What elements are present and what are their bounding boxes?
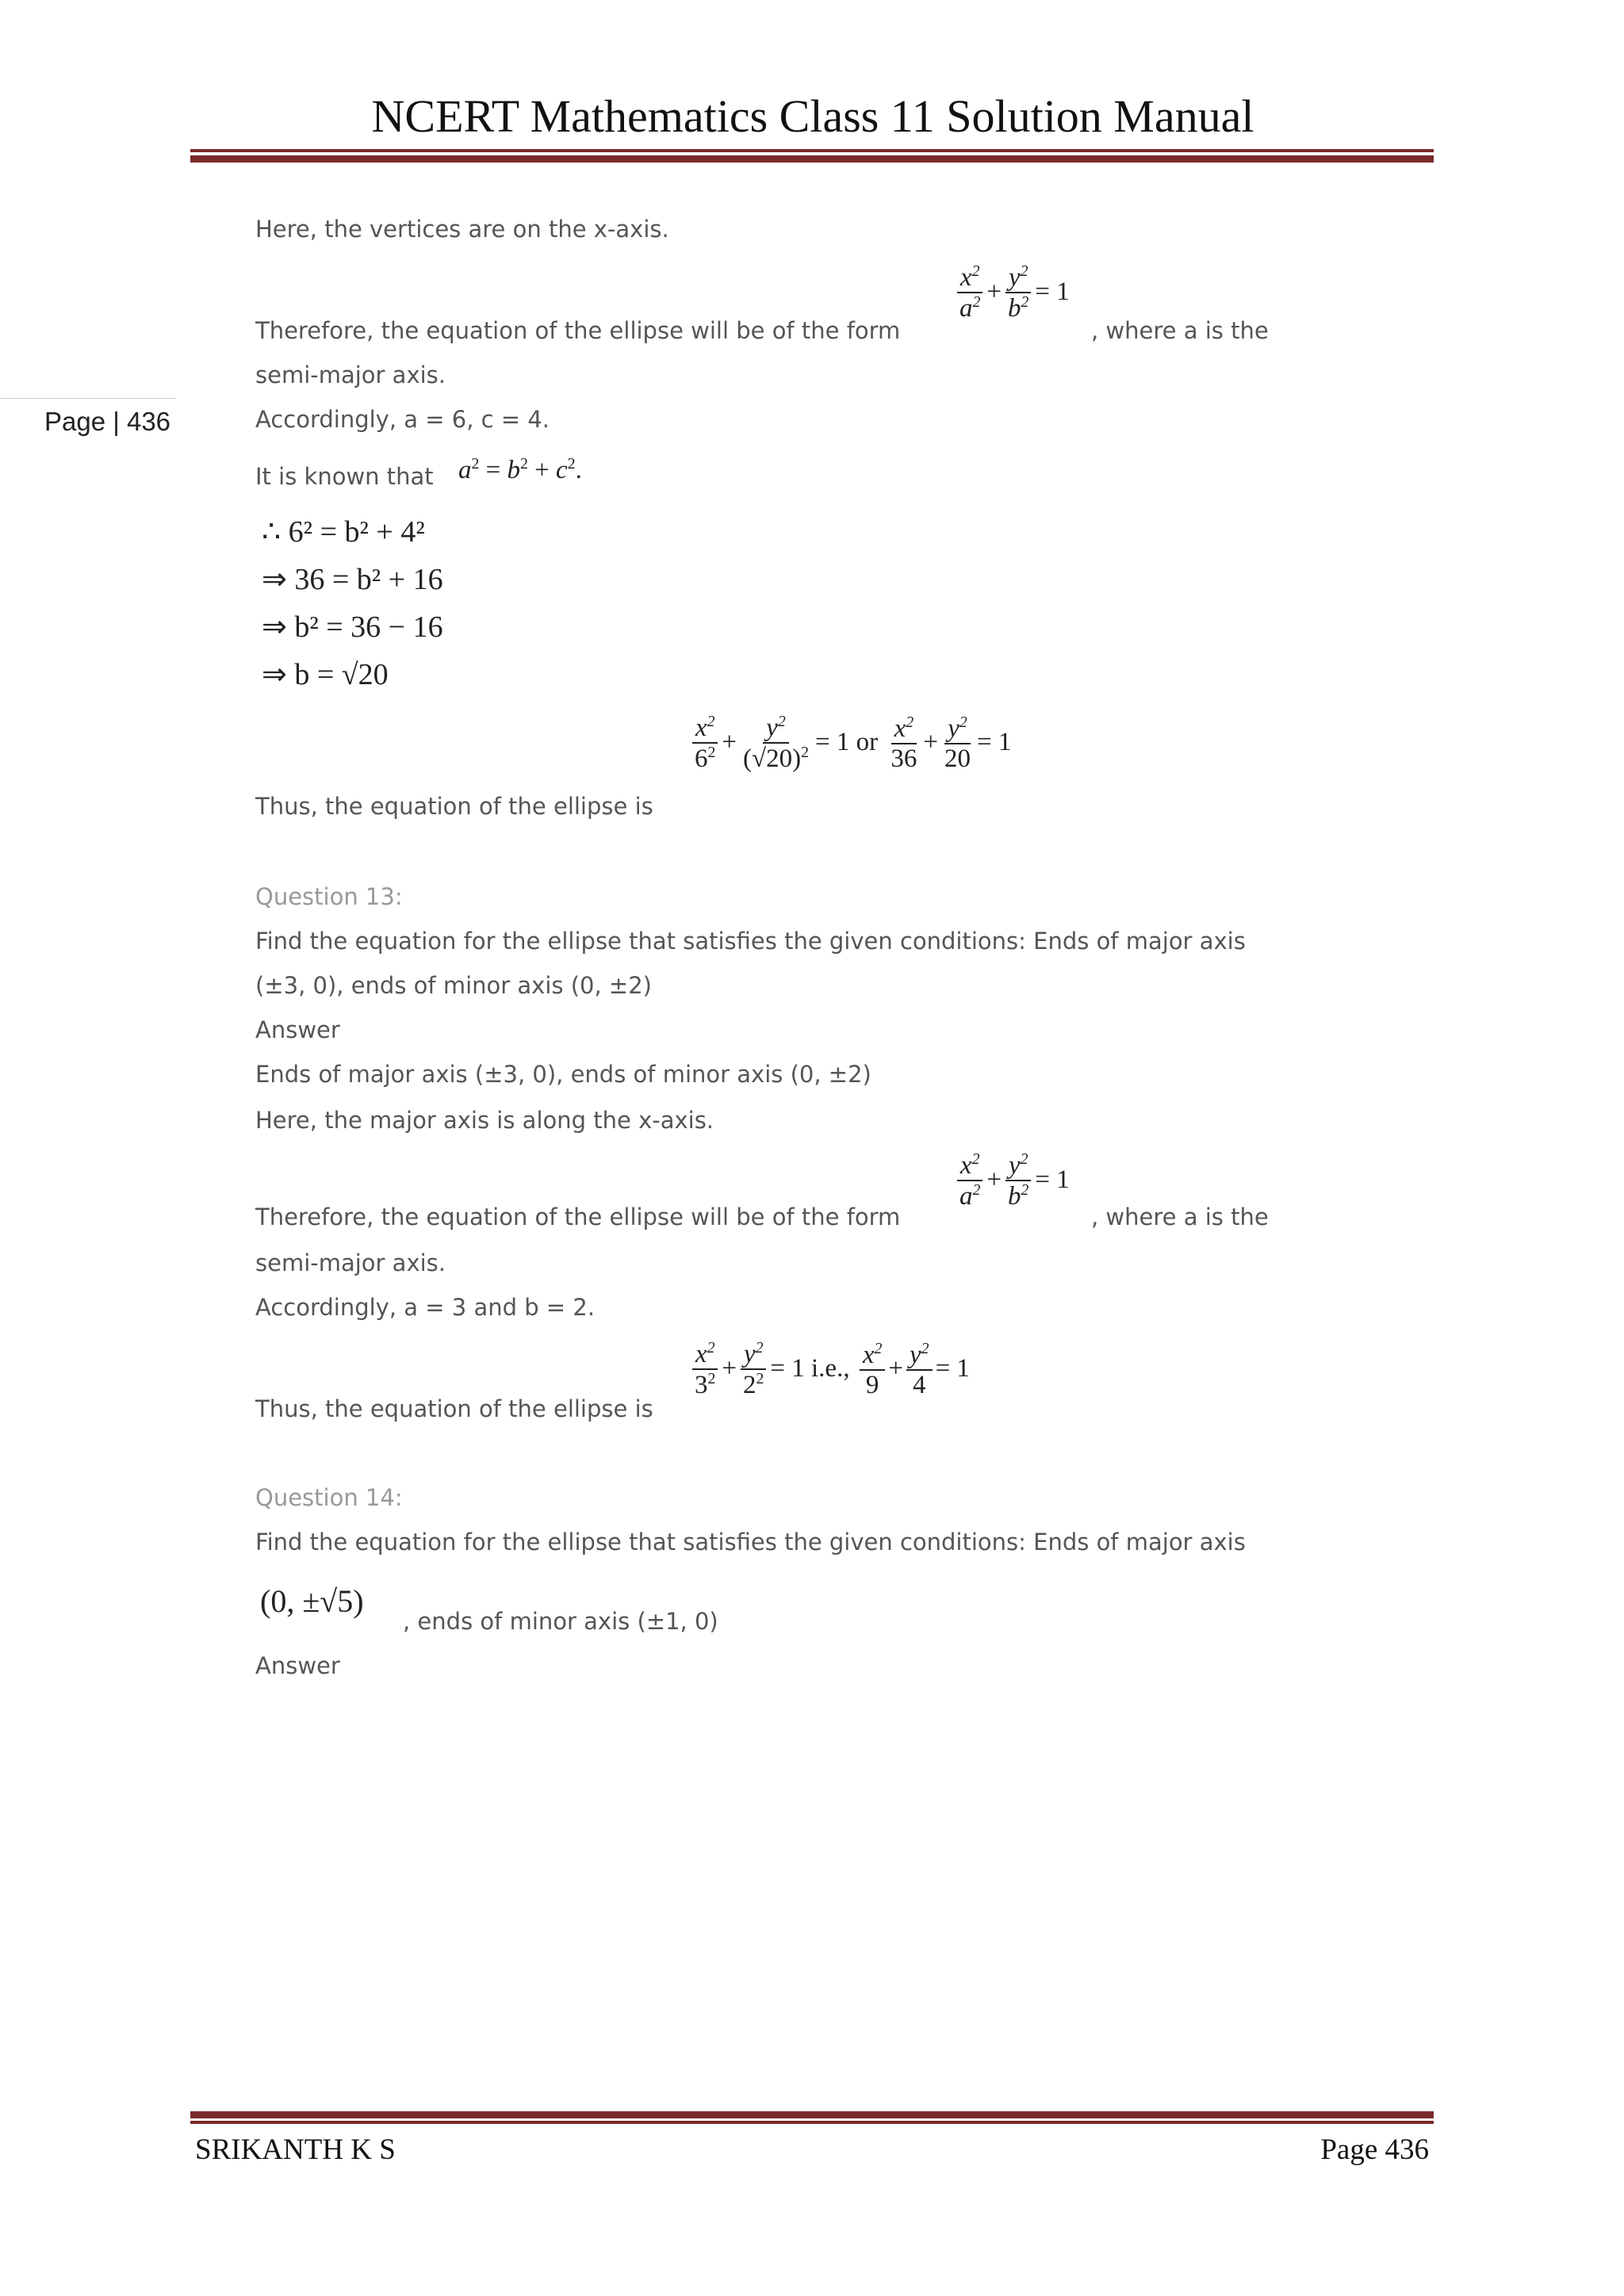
page-title: NCERT Mathematics Class 11 Solution Manual <box>371 90 1254 142</box>
question-14-text: Find the equation for the ellipse that satisfies the given conditions: Ends of major axis <box>255 1529 1246 1556</box>
ellipse-standard-form: $\frac{x^2}{a^2}$ + $\frac{y^2}{b^2}$ = 1 <box>953 1151 1070 1212</box>
ellipse-equation-q12: $\frac{x^2}{6^2}$ + $\frac{y^2}{(√20)^2}$ = 1 or $\frac{x^2}{36}$ + $\frac{y^2}{20}$ = 1 <box>688 714 1011 775</box>
question-13-text: Find the equation for the ellipse that satisfies the given conditions: Ends of major axis <box>255 928 1246 955</box>
text-line: , where a is the <box>1091 317 1269 344</box>
text-line: It is known that <box>255 463 434 490</box>
text-line: Ends of major axis (±3, 0), ends of minor axis (0, ±2) <box>255 1061 871 1088</box>
text-line: , where a is the <box>1091 1203 1269 1230</box>
side-divider <box>0 398 176 399</box>
footer-rule-thick <box>190 2111 1434 2118</box>
text-line: Here, the vertices are on the x-axis. <box>255 216 669 243</box>
text-line: Therefore, the equation of the ellipse will be of the form <box>255 1203 901 1230</box>
header-rule-thick <box>190 155 1434 163</box>
footer-rule-thin <box>190 2121 1434 2124</box>
math-step: ⇒ 36 = b² + 16 <box>262 563 443 596</box>
math-step: ⇒ b = √20 <box>262 658 389 691</box>
text-line: Therefore, the equation of the ellipse will be of the form <box>255 317 901 344</box>
relation-formula: $a^2 = b^2 + c^2$. <box>458 455 582 484</box>
side-page-label: Page | 436 <box>44 407 171 436</box>
ellipse-equation-q13: $\frac{x^2}{3^2}$ + $\frac{y^2}{2^2}$ = 1 i.e., $\frac{x^2}{9}$ + $\frac{y^2}{4}$ = 1 <box>688 1340 970 1401</box>
major-axis-endpoint-formula: (0, ±√5) <box>260 1583 364 1619</box>
text-line: semi-major axis. <box>255 362 446 388</box>
answer-label: Answer <box>255 1016 340 1043</box>
question-14-text: , ends of minor axis (±1, 0) <box>403 1608 718 1635</box>
question-13-title: Question 13: <box>255 883 403 910</box>
math-step: ⇒ b² = 36 − 16 <box>262 610 443 644</box>
ellipse-standard-form: $\frac{x^2}{a^2}$ + $\frac{y^2}{b^2}$ = 1 <box>953 263 1070 324</box>
footer-author: SRIKANTH K S <box>195 2133 396 2166</box>
text-line: Here, the major axis is along the x-axis. <box>255 1107 714 1134</box>
text-line: Thus, the equation of the ellipse is <box>255 1395 653 1422</box>
header-rule-thin <box>190 149 1434 152</box>
text-line: Thus, the equation of the ellipse is <box>255 793 653 820</box>
footer-page-number: Page 436 <box>1320 2133 1429 2166</box>
text-line: semi-major axis. <box>255 1249 446 1276</box>
text-line: Accordingly, a = 6, c = 4. <box>255 406 550 433</box>
text-line: Accordingly, a = 3 and b = 2. <box>255 1294 596 1321</box>
answer-label: Answer <box>255 1652 340 1679</box>
question-13-text: (±3, 0), ends of minor axis (0, ±2) <box>255 972 652 999</box>
question-14-title: Question 14: <box>255 1484 403 1511</box>
math-step: ∴ 6² = b² + 4² <box>262 515 425 549</box>
